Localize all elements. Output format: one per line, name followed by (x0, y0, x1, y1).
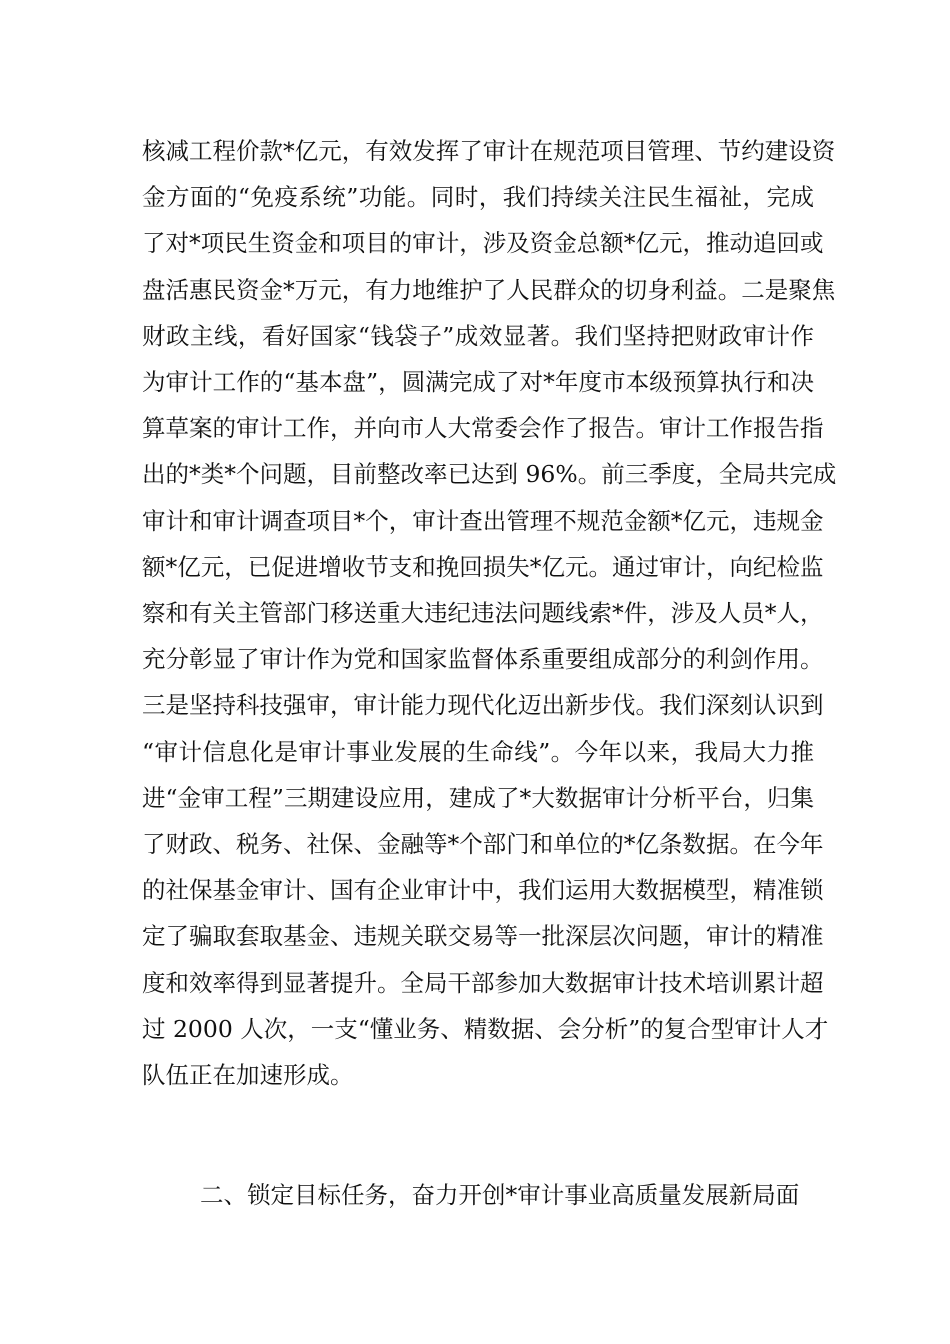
text-line: 过 2000 人次，一支“懂业务、精数据、会分析”的复合型审计人才 (142, 1014, 829, 1043)
body-paragraph (142, 128, 837, 1098)
text-line: 财政主线，看好国家“钱袋子”成效显著。我们坚持把财政审计作 (142, 321, 814, 350)
text-line: 定了骗取套取基金、违规关联交易等一批深层次问题，审计的精准 (142, 922, 824, 951)
text-line: 额*亿元，已促进增收节支和挽回损失*亿元。通过审计，向纪检监 (142, 552, 824, 581)
text-line: 的社保基金审计、国有企业审计中，我们运用大数据模型，精准锁 (142, 876, 824, 905)
text-line: 三是坚持科技强审，审计能力现代化迈出新步伐。我们深刻认识到 (142, 691, 824, 720)
text-line: 算草案的审计工作，并向市人大常委会作了报告。审计工作报告指 (142, 414, 824, 443)
text-line: 充分彰显了审计作为党和国家监督体系重要组成部分的利剑作用。 (142, 645, 824, 674)
text-line: 度和效率得到显著提升。全局干部参加大数据审计技术培训累计超 (142, 968, 824, 997)
text-line: 为审计工作的“基本盘”，圆满完成了对*年度市本级预算执行和决 (142, 368, 814, 397)
text-line: 进“金审工程”三期建设应用，建成了*大数据审计分析平台，归集 (142, 783, 814, 812)
text-line: 盘活惠民资金*万元，有力地维护了人民群众的切身利益。二是聚焦 (142, 275, 836, 304)
section-heading: 二、锁定目标任务，奋力开创*审计事业高质量发展新局面 (200, 1181, 800, 1209)
text-line: 金方面的“免疫系统”功能。同时，我们持续关注民生福祉，完成 (142, 183, 814, 212)
text-line: 队伍正在加速形成。 (142, 1061, 354, 1090)
text-line: 了对*项民生资金和项目的审计，涉及资金总额*亿元，推动追回或 (142, 229, 824, 258)
text-line: 核减工程价款*亿元，有效发挥了审计在规范项目管理、节约建设资 (142, 137, 836, 165)
text-line: 出的*类*个问题，目前整改率已达到 96%。前三季度，全局共完成 (142, 460, 837, 489)
text-line: 察和有关主管部门移送重大违纪违法问题线索*件，涉及人员*人， (142, 599, 824, 628)
text-line: 审计和审计调查项目*个，审计查出管理不规范金额*亿元，违规金 (142, 506, 824, 535)
text-line: “审计信息化是审计事业发展的生命线”。今年以来，我局大力推 (142, 737, 814, 766)
text-line: 了财政、税务、社保、金融等*个部门和单位的*亿条数据。在今年 (142, 830, 824, 859)
